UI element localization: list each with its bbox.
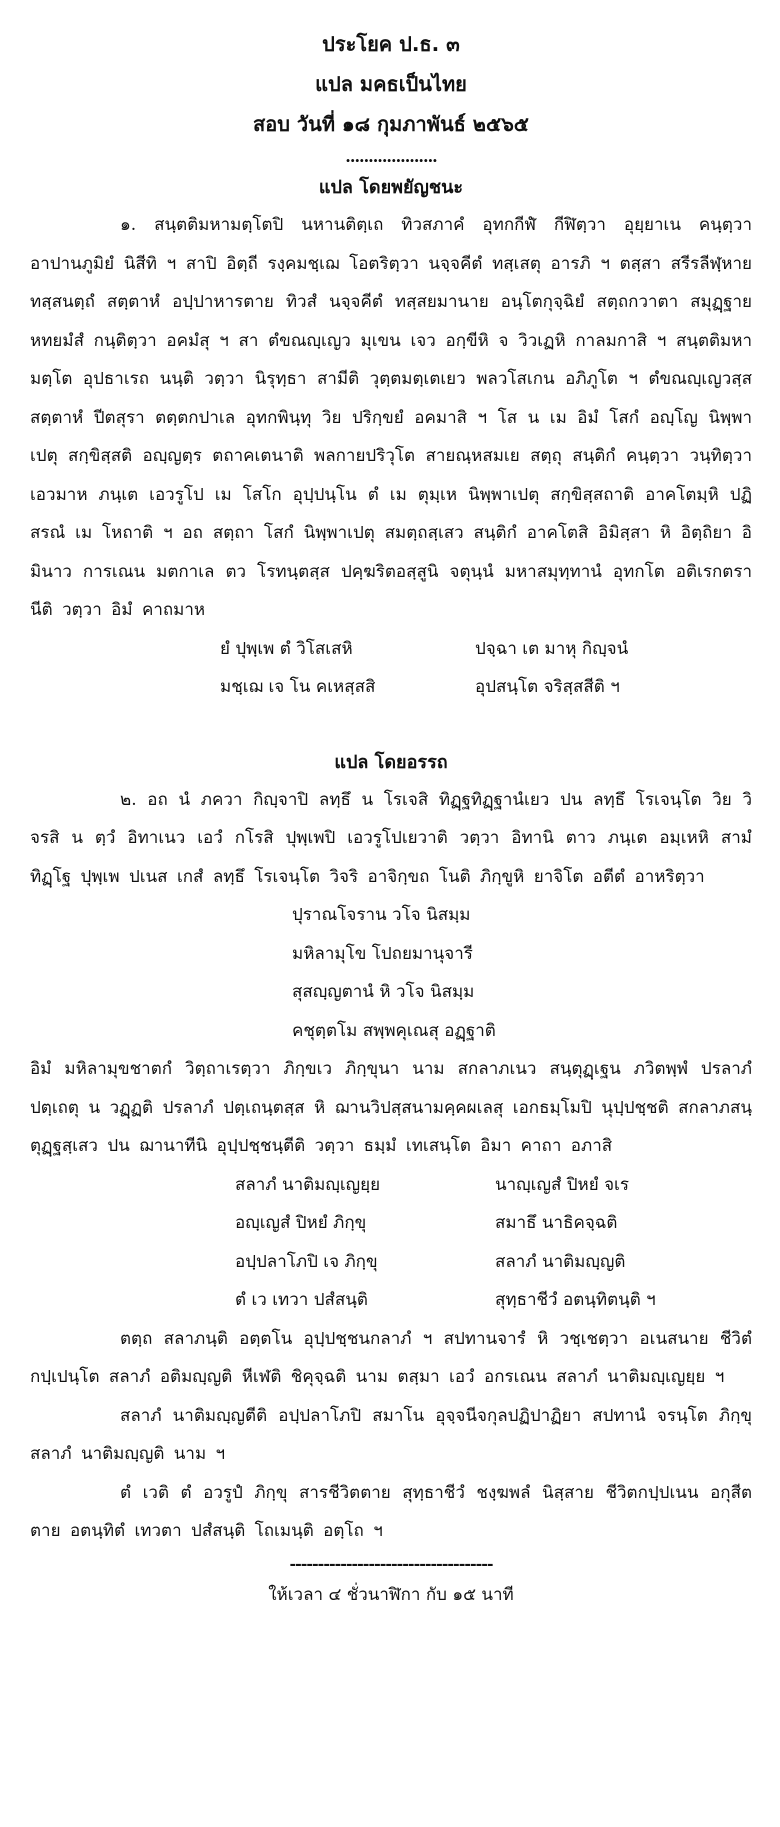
verse-line-right: ปจฺฉา เต มาหุ กิญฺจนํ	[475, 638, 629, 659]
section2-verse-1	[292, 896, 752, 1050]
section1-verse	[220, 630, 752, 707]
verse-line: สุสญฺญตานํ หิ วโจ นิสมฺม	[292, 982, 475, 1002]
section1-paragraph: ๑. สนฺตติมหามตฺโตปิ นหานติตฺเถ ทิวสภาคํ อุทกกีฬํ กีฬิตฺวา อุยฺยาเน คนฺตฺวา อาปานภูมิยํ นิสีทิ ฯ สาปิ อิตฺถี รงฺคมชฺเฌ โอตริตฺวา นจฺจคีตํ ทสฺเสตุ อารภิ ฯ ตสฺสา สรีรลีฬฺหาย ทสฺสนตฺถํ สตฺตาหํ อปฺปาหารตาย ทิวสํ นจฺจคีตํ ทสฺสยมานาย อนฺโตกุจฺฉิยํ สตฺถกวาตา สมุฏฺฐาย หทยมํสํ กนฺติตฺวา อคมํสุ ฯ สา ตํขณญฺเญว มุเขน เจว อกฺขีหิ จ วิวเฏหิ กาลมกาสิ ฯ สนฺตติมหามตฺโต อุปธาเรถ นนฺติ วตฺวา นิรุทฺธา สามีติ วุตฺตมตฺเตเยว พลวโสเกน อภิภูโต ฯ ตํขณญฺเญวสฺส สตฺตาหํ ปีตสุรา ตตฺตกปาเล อุทกพินฺทุ วิย ปริกฺขยํ อคมาสิ ฯ โส น เม อิมํ โสกํ อญฺโญ นิพฺพาเปตุ สกฺขิสฺสติ อญฺญตฺร ตถาคเตนาติ พลกายปริวุโต สายณฺหสมเย สตฺถุ สนฺติกํ คนฺตฺวา วนฺทิตฺวา เอวมาห ภนฺเต เอวรูโป เม โสโก อุปฺปนฺโน ตํ เม ตุมฺเห นิพฺพาเปตุ สกฺขิสฺสถาติ อาคโตมฺหิ ปฏิสรณํ เม โหถาติ ฯ อถ สตฺถา โสกํ นิพฺพาเปตุ สมตฺถสฺเสว สนฺติกํ อาคโตสิ อิมิสฺสา หิ อิตฺถิยา อิมินาว การเณน มตกาเล ตว โรทนฺตสฺส ปคฺฆริตอสฺสูนิ จตุนฺนํ มหาสมุทฺทานํ อุทกโต อติเรกตรานีติ วตฺวา อิมํ คาถมาห	[30, 215, 752, 620]
verse-line-right: สลาภํ นาติมญฺญติ	[495, 1251, 626, 1272]
section2-paragraph-5: ตํ เวติ ตํ อวรูปํ ภิกฺขุ สารชีวิตตาย สุทฺธาชีวํ ชงฺฆพลํ นิสฺสาย ชีวิตกปฺปเนน อกุสีตตาย อตนฺทิตํ เทวตา ปสํสนฺติ โถเมนฺติ อตฺโถ ฯ	[30, 1482, 752, 1541]
footer-separator: ------------------------------------	[289, 1553, 493, 1573]
verse-line-right: สุทฺธาชีวํ อตนฺทิตนฺติ ฯ	[495, 1290, 656, 1310]
verse-line-left: สลาภํ นาติมญฺเญยฺย	[235, 1174, 381, 1195]
verse-line-left: ยํ ปุพฺเพ ตํ วิโสเสหิ	[220, 638, 353, 659]
section2-paragraph-4: สลาภํ นาติมญฺญตีติ อปฺปลาโภปิ สมาโน อุจฺจนีจกุลปฏิปาฏิยา สปทานํ จรนฺโต ภิกฺขุ สลาภํ นาติมญฺญติ นาม ฯ	[30, 1405, 752, 1464]
exam-subject: แปล มคธเป็นไทย	[315, 72, 467, 96]
section1-title: แปล โดยพยัญชนะ	[318, 177, 464, 198]
verse-line: ปุราณโจราน วโจ นิสมฺม	[292, 905, 471, 925]
section-gap	[30, 707, 752, 745]
verse-line-left: อปฺปลาโภปิ เจ ภิกฺขุ	[235, 1251, 378, 1272]
section2-paragraph-2: อิมํ มหิลามุขชาตกํ วิตฺถาเรตฺวา ภิกฺขเว ภิกฺขุนา นาม สกลาภเนว สนฺตุฏฺเฐน ภวิตพฺพํ ปรลาภํ ปตฺเถตุ น วฏฺฏติ ปรลาภํ ปตฺเถนฺตสฺส หิ ฌานวิปสฺสนามคฺคผเลสุ เอกธมฺโมปิ นุปฺปชฺชติ สกลาภสนฺตุฏฺฐสฺเสว ปน ฌานาทีนิ อุปฺปชฺชนฺตีติ วตฺวา ธมฺมํ เทเสนฺโต อิมา คาถา อภาสิ	[30, 1059, 752, 1156]
verse-line-right: สมาธึ นาธิคจฺฉติ	[495, 1213, 618, 1233]
verse-line: มหิลามุโข โปถยมานุจารี	[292, 943, 473, 964]
section2-title: แปล โดยอรรถ	[334, 751, 448, 773]
verse-line-right: อุปสนฺโต จริสฺสสีติ ฯ	[475, 677, 620, 697]
header-separator: ....................	[345, 147, 437, 166]
verse-line-left: ตํ เว เทวา ปสํสนฺติ	[235, 1290, 368, 1310]
section2-paragraph-3: ตตฺถ สลาภนฺติ อตฺตโน อุปฺปชฺชนกลาภํ ฯ สปทานจารํ หิ วชฺเชตฺวา อเนสนาย ชีวิตํ กปฺเปนฺโต สลาภํ อติมญฺญติ หีเฬติ ชิคุจฺฉติ นาม ตสฺมา เอวํ อกรเณน สลาภํ นาติมญฺเญยฺย ฯ	[30, 1328, 752, 1387]
exam-date: สอบ วันที่ ๑๘ กุมภาพันธ์ ๒๕๖๕	[253, 112, 529, 136]
section2-paragraph-1: ๒. อถ นํ ภควา กิญฺจาปิ ลทฺธึ น โรเจสิ ทิฏฺฐทิฏฺฐานํเยว ปน ลทฺธึ โรเจนฺโต วิย วิจรสิ น ตฺวํ อิทาเนว เอวํ กโรสิ ปุพฺเพปิ เอวรูโปเยวาติ วตฺวา อิทานิ ตาว ภนฺเต อมฺเหหิ สามํ ทิฏฺโฐ ปุพฺเพ ปเนส เกสํ ลทฺธึ โรเจนฺโต วิจริ อาจิกฺขถ โนติ ภิกฺขูหิ ยาจิโต อตีตํ อาหริตฺวา	[30, 789, 752, 887]
exam-level: ประโยค ป.ธ. ๓	[322, 32, 460, 56]
verse-line-left: อญฺเญสํ ปิหยํ ภิกฺขุ	[235, 1213, 367, 1233]
verse-line-right: นาญฺเญสํ ปิหยํ จเร	[495, 1174, 629, 1195]
time-allowed: ให้เวลา ๔ ชั่วนาฬิกา กับ ๑๕ นาที	[268, 1584, 514, 1605]
verse-line: คชุตฺตโม สพฺพคุเณสุ อฏฺฐาติ	[292, 1020, 496, 1041]
verse-line-left: มชฺเฌ เจ โน คเหสฺสสิ	[220, 677, 376, 697]
section2-verse-2	[235, 1166, 752, 1320]
